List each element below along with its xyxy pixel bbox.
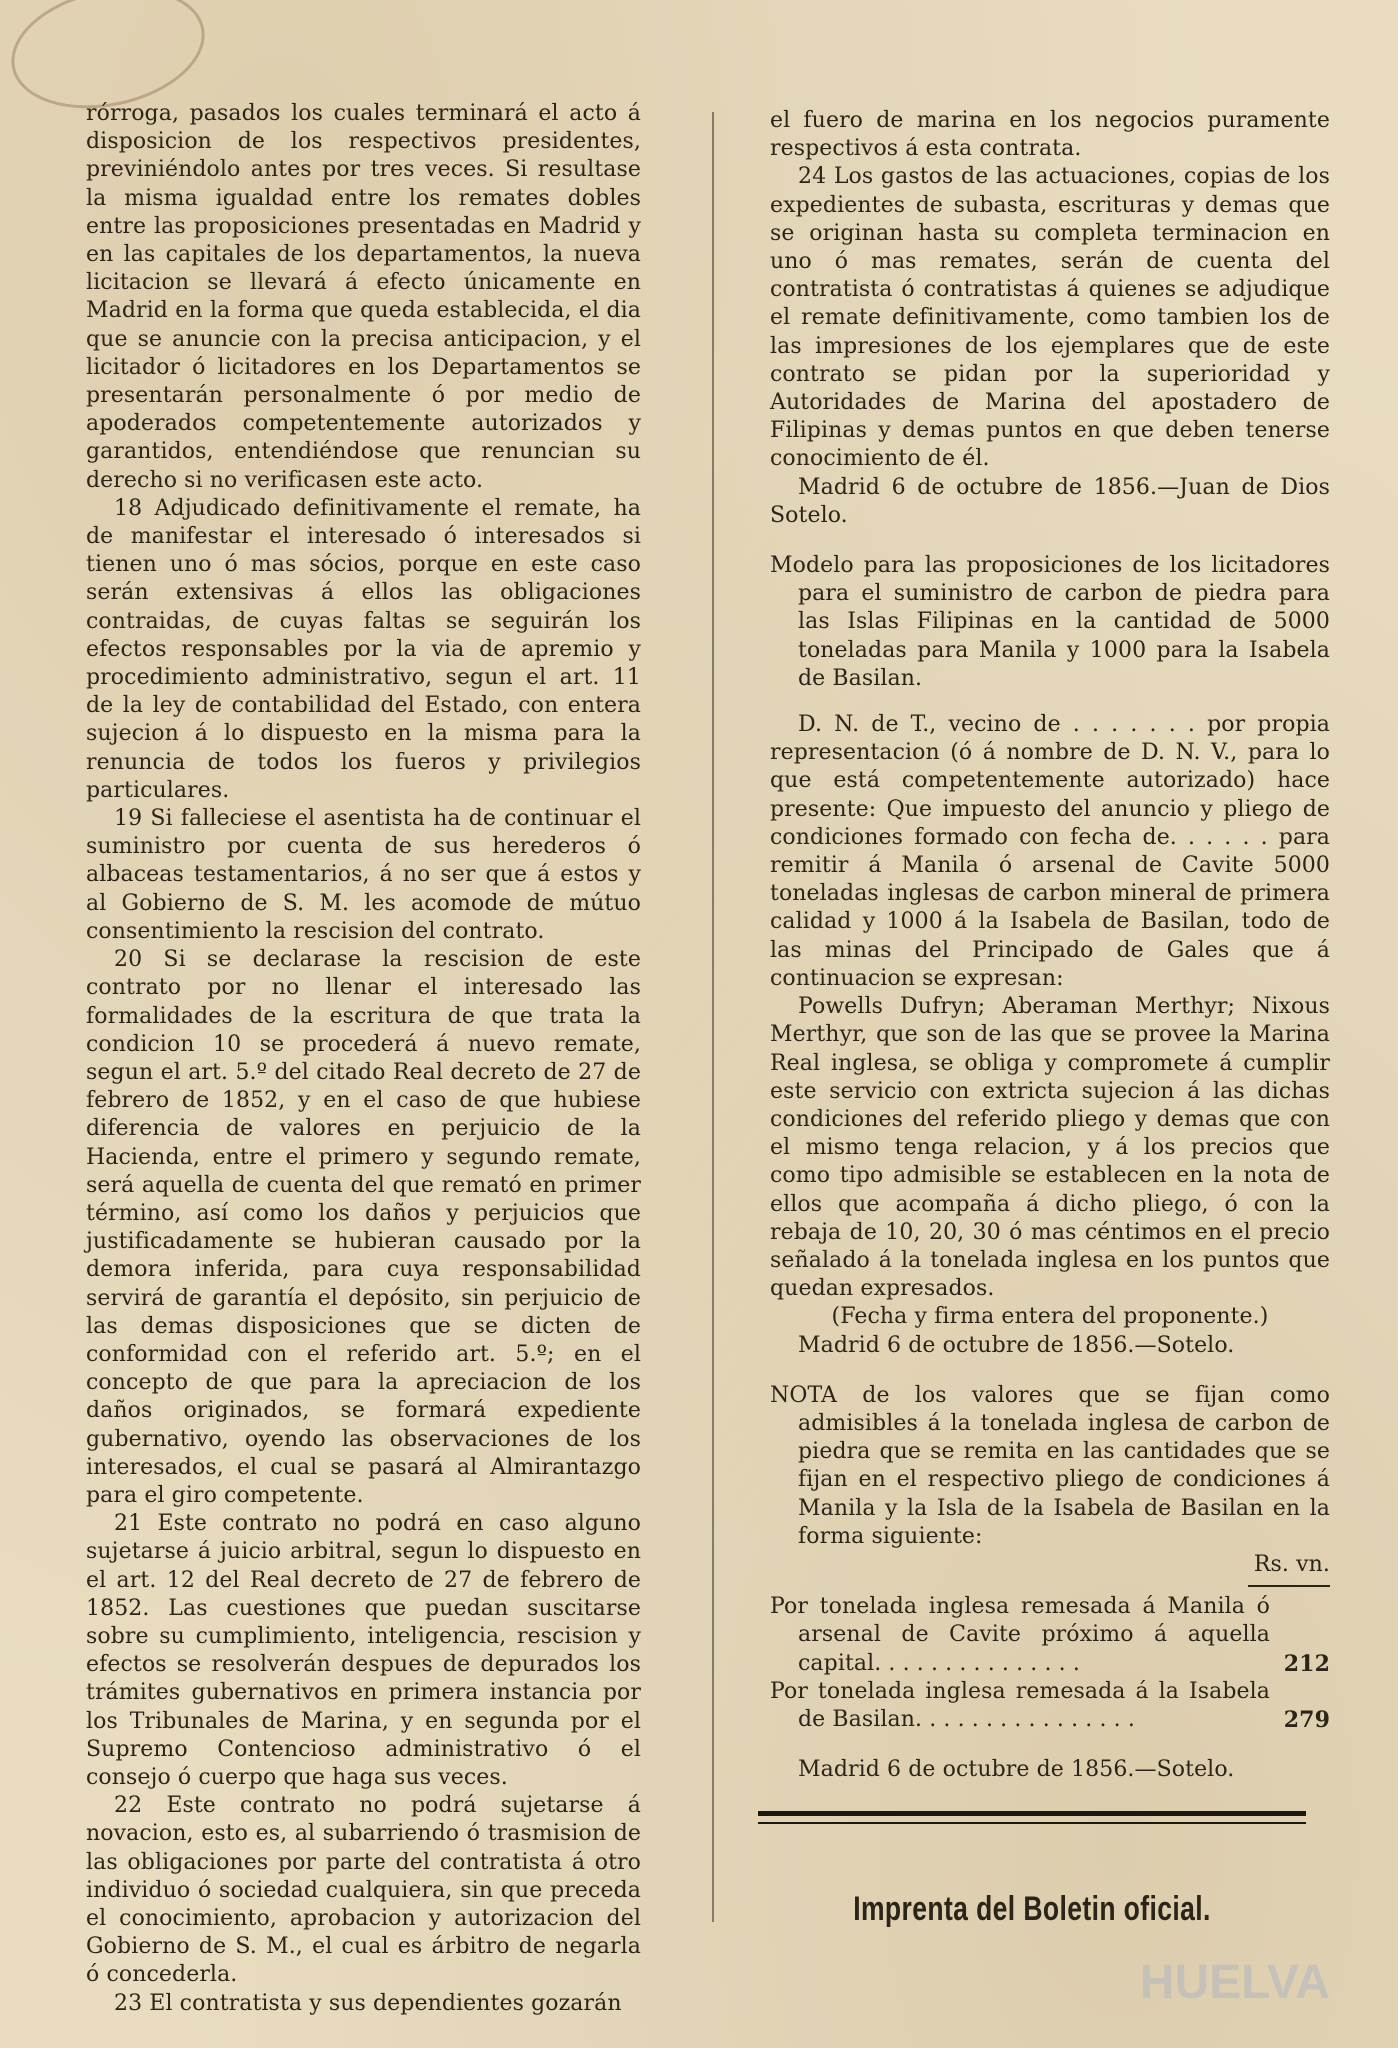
paragraph-23: 23 El contratista y sus dependientes gozarán bbox=[114, 1990, 622, 2016]
currency-rule bbox=[1248, 1585, 1330, 1587]
right-column bbox=[770, 107, 1330, 1784]
paragraph-19: 19 Si falleciese el asentista ha de continuar el suministro por cuenta de sus herederos ó albaceas testamentarios, á no ser que á estos y al Gobierno de S. M. les acomode de mútuo consentimiento la rescision del contrato. bbox=[86, 806, 641, 944]
currency-header: Rs. vn. bbox=[1253, 1551, 1330, 1577]
price-desc-basilan: Por tonelada inglesa remesada á la Isabela de Basilan. . . . . . . . . . . . . . . . bbox=[770, 1678, 1270, 1732]
signature-sotelo-3: Madrid 6 de octubre de 1856.—Sotelo. bbox=[798, 1757, 1235, 1783]
paragraph-continuation: rórroga, pasados los cuales terminará el acto á disposicion de los respectivos presidentes, previniéndolo antes por tres veces. Si resultase la misma igualdad entre los remates dobles entre las proposiciones presentadas en Madrid y en las capitales de los departamentos, la nueva licitacion se llevará á efecto únicamente en Madrid en la forma que queda establecida, el dia que se anuncie con la precisa anticipacion, y el licitador ó licitadores en los Departamentos se presentarán personalmente ó por medio de apoderados competentemente autorizados y garantidos, entendiéndose que renuncian su derecho si no verificasen este acto. bbox=[86, 101, 641, 493]
price-row-basilan bbox=[770, 1678, 1330, 1734]
modelo-title: Modelo para las proposiciones de los licitadores para el suministro de carbon de piedra para las Islas Filipinas en la cantidad de 5000 toneladas para Manila y 1000 para la Isabela de Basilan. bbox=[770, 553, 1330, 691]
paragraph-23-continuation: el fuero de marina en los negocios puramente respectivos á esta contrata. bbox=[770, 108, 1330, 162]
closing-rule bbox=[758, 1811, 1306, 1824]
paragraph-21: 21 Este contrato no podrá en caso alguno sujetarse á juicio arbitral, segun lo dispuesto en el art. 12 del Real decreto de 27 de febrero de 1852. Las cuestiones que puedan suscitarse sobre su cumplimiento, inteligencia, rescision y efectos se resolverán despues de depurados los trámites gubernativos en primera instancia por los Tribunales de Marina, y en segunda por el Supremo Contencioso administrativo ó el consejo ó cuerpo que haga sus veces. bbox=[86, 1511, 641, 1790]
price-value-manila: 212 bbox=[1283, 1650, 1330, 1677]
paragraph-22: 22 Este contrato no podrá sujetarse á novacion, esto es, al subarriendo ó trasmision de las obligaciones por parte del contratista á otro individuo ó sociedad cualquiera, sin que preceda el conocimiento, aprobacion y autorizacion del Gobierno de S. M., el cual es árbitro de negarla ó concederla. bbox=[86, 1793, 641, 1988]
price-desc-manila: Por tonelada inglesa remesada á Manila ó arsenal de Cavite próximo á aquella capital. . . . . . . . . . . . . . . bbox=[770, 1594, 1270, 1676]
paragraph-24: 24 Los gastos de las actuaciones, copias de los expedientes de subasta, escrituras y demas que se originan hasta su completa terminacion en uno ó mas remates, serán de cuenta del contratista ó contratistas á quienes se adjudique el remate definitivamente, como tambien los de las impresiones de los ejemplares que de este contrato se pidan por la superioridad y Autoridades de Marina del apostadero de Filipinas y demas puntos en que deben tenerse conocimiento de él. bbox=[770, 164, 1330, 472]
nota-valores: NOTA de los valores que se fijan como admisibles á la tonelada inglesa de carbon de piedra que se remita en las cantidades que se fijan en el respectivo pliego de condiciones á Manila y la Isla de la Isabela de Basilan en la forma siguiente: bbox=[770, 1382, 1330, 1549]
fecha-firma: (Fecha y firma entera del proponente.) bbox=[831, 1304, 1269, 1330]
price-value-basilan: 279 bbox=[1283, 1706, 1330, 1733]
printer-imprint: Imprenta del Boletin oficial. bbox=[853, 1890, 1211, 1928]
paragraph-18: 18 Adjudicado definitivamente el remate, ha de manifestar el interesado ó interesados si tienen uno ó mas sócios, porque en este caso serán extensivas á ellos las obligaciones contraidas, de cuyas faltas se seguirán los efectos responsables por la via de apremio y procedimiento administrativo, segun el art. 11 de la ley de contabilidad del Estado, con entera sujecion á lo dispuesto en la misma para la renuncia de todos los fueros y privilegios particulares. bbox=[86, 495, 641, 803]
signature-sotelo-1: Madrid 6 de octubre de 1856.—Juan de Dios Sotelo. bbox=[770, 474, 1330, 528]
column-divider bbox=[712, 112, 714, 1922]
modelo-body-1: D. N. de T., vecino de . . . . . . . por propia representacion (ó á nombre de D. N. V., para lo que está competentemente autorizado) hace presente: Que impuesto del anuncio y pliego de condiciones formado con fecha de. . . . . . para remitir á Manila ó arsenal de Cavite 5000 toneladas inglesas de carbon mineral de primera calidad y 1000 á la Isabela de Basilan, todo de las minas del Principado de Gales que á continuacion se expresan: bbox=[770, 712, 1330, 991]
archive-watermark: HUELVA bbox=[1139, 1956, 1330, 2009]
price-row-manila bbox=[770, 1593, 1330, 1678]
modelo-body-2: Powells Dufryn; Aberaman Merthyr; Nixous Merthyr, que son de las que se provee la Marina Real inglesa, se obliga y compromete á cumplir este servicio con extricta sujecion á las dichas condiciones del referido pliego y demas que con el mismo tenga relacion, y á los precios que como tipo admisible se establecen en la nota de ellos que acompaña á dicho pliego, ó con la rebaja de 10, 20, 30 ó mas céntimos en el precio señalado á la tonelada inglesa en los puntos que quedan expresados. bbox=[770, 994, 1330, 1302]
paragraph-20: 20 Si se declarase la rescision de este contrato por no llenar el interesado las formalidades de la escritura de que trata la condicion 10 se procederá á nuevo remate, segun el art. 5.º del citado Real decreto de 27 de febrero de 1852, y en el caso de que hubiese diferencia de valores en perjuicio de la Hacienda, entre el primero y segundo remate, será aquella de cuenta del que remató en primer término, así como los daños y perjuicios que justificadamente se hubieran causado por la demora inferida, para cuya responsabilidad servirá de garantía el depósito, sin perjuicio de las demas disposiciones que se dicten de conformidad con el referido art. 5.º; en el concepto de que para la apreciacion de los daños originados, se formará expediente gubernativo, oyendo las observaciones de los interesados, el cual se pasará al Almirantazgo para el giro competente. bbox=[86, 947, 641, 1508]
left-column bbox=[86, 100, 641, 2018]
signature-sotelo-2: Madrid 6 de octubre de 1856.—Sotelo. bbox=[798, 1332, 1235, 1358]
